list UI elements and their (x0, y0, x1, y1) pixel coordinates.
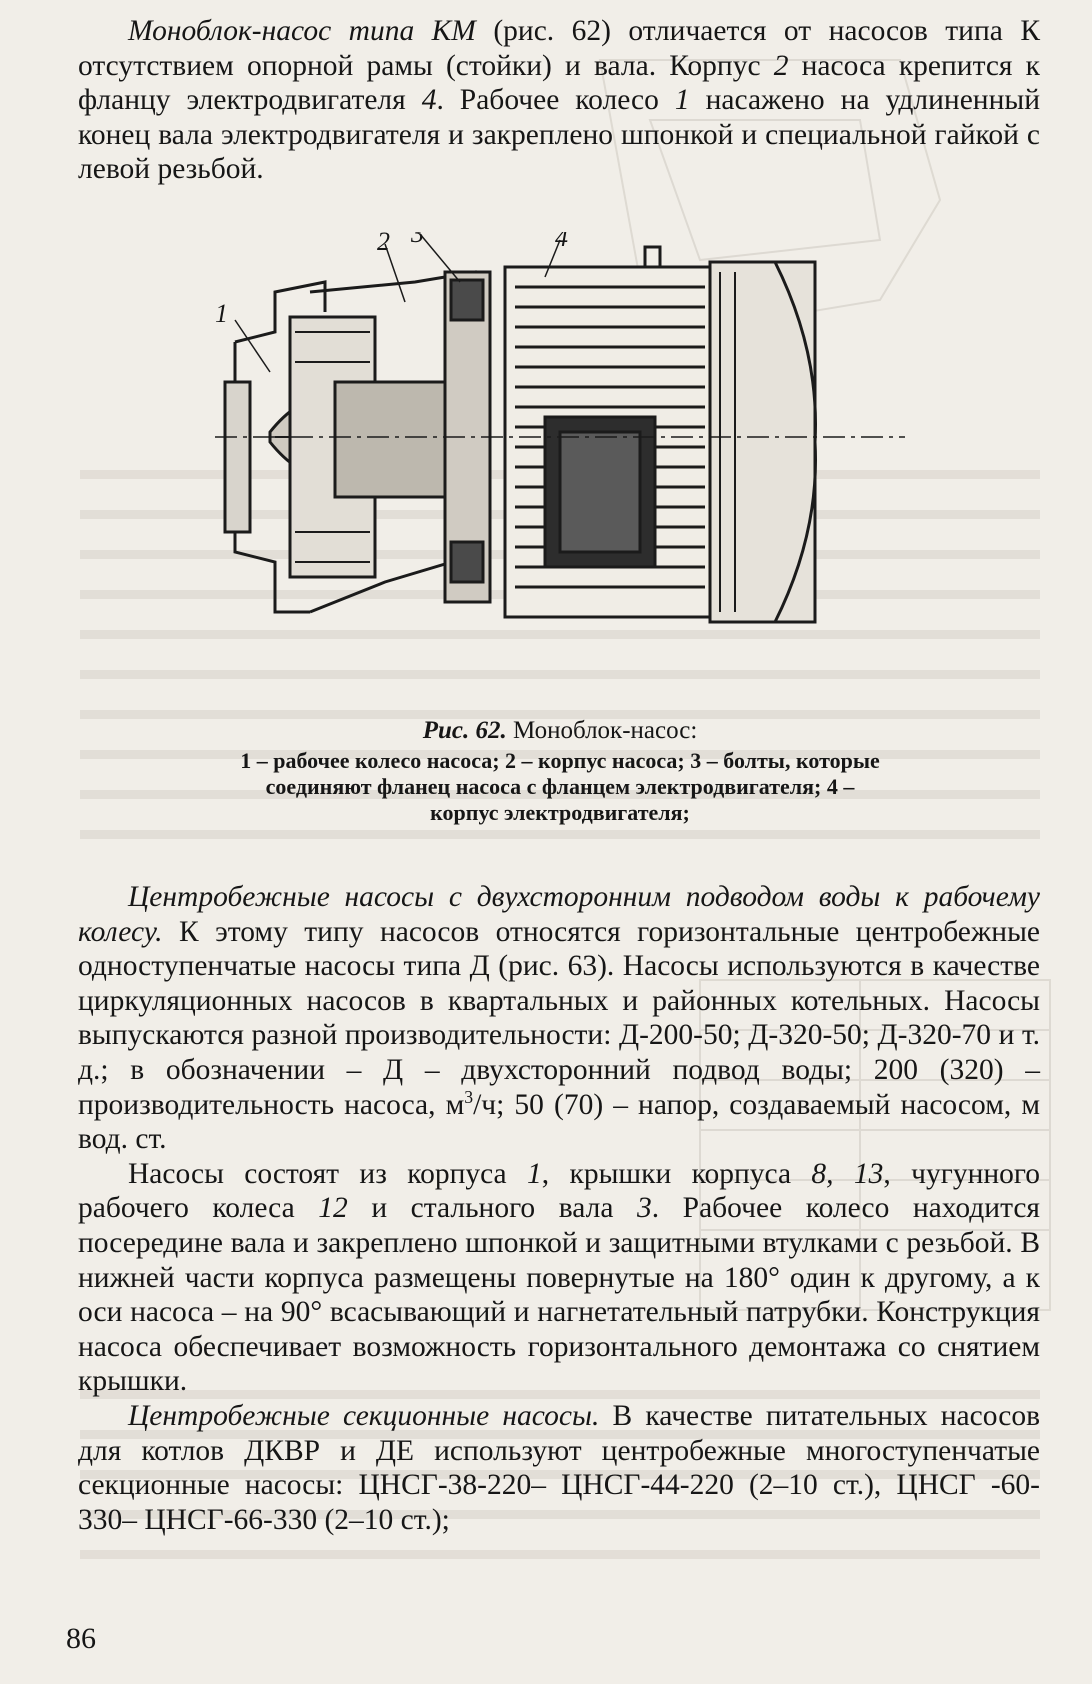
pump-drawing (215, 232, 905, 662)
callout-2: 2 (377, 232, 390, 256)
italic-lead: Центробежные насосы с двухсторонним подводом воды к рабочему колесу. (78, 881, 1040, 948)
italic-lead: Моноблок-насос типа КМ (128, 15, 476, 47)
figure-caption (230, 716, 890, 826)
caption-legend: 1 – рабочее колесо насоса; 2 – корпус насоса; 3 – болты, которые соединяют фланец насоса с фланцем электродвигателя; 4 – корпус электродвигателя; (240, 748, 880, 825)
callout-4: 4 (555, 232, 568, 252)
italic-lead: Центробежные секционные насосы. (128, 1399, 600, 1432)
caption-title: Рис. 62. Моноблок-насос: (422, 717, 698, 744)
paragraph-3: Насосы состоят из корпуса 1, крышки корпуса 8, 13, чугунного рабочего колеса 12 и стального вала 3. Рабочее колесо находится посередине вала и закреплено шпонкой и защитными втулками с резьбой. В нижней части корпуса размещены повернутые на 180° один к другому, а к оси насоса – на 90° всасывающий и нагнетательный патрубки. Конструкция насоса обеспечивает возможность горизонтального демонтажа со снятием крышки. (78, 1157, 1041, 1398)
page-number: 86 (66, 1622, 96, 1655)
paragraph-intro-km (78, 14, 1040, 187)
figure-62-monoblock-pump (215, 232, 905, 662)
caption-label: Рис. 62. (422, 717, 507, 744)
callout-1: 1 (215, 299, 228, 328)
callout-3: 3 (411, 232, 424, 248)
main-text (78, 880, 1040, 1537)
paragraph-1: Моноблок-насос типа КМ (рис. 62) отличается от насосов типа К отсутствием опорной рамы (стойки) и вала. Корпус 2 насоса крепится к фланцу электродвигателя 4. Рабочее колесо 1 насажено на удлиненный конец вала электродвигателя и закреплено шпонкой и специальной гайкой с левой резьбой. (78, 15, 1041, 186)
paragraph-4: Центробежные секционные насосы. В качестве питательных насосов для котлов ДКВР и ДЕ используют центробежные многоступенчатые секционные насосы: ЦНСГ-38-220– ЦНСГ-44-220 (2–10 ст.), ЦНСГ -60-330– ЦНСГ-66-330 (2–10 ст.); (78, 1399, 1040, 1536)
paragraph-2: Центробежные насосы с двухсторонним подводом воды к рабочему колесу. К этому типу насосов относятся горизонтальные центробежные одноступенчатые насосы типа Д (рис. 63). Насосы используются в качестве циркуляционных насосов в квартальных и районных котельных. Насосы выпускаются разной производительности: Д-200-50; Д-320-50; Д-320-70 и т. д.; в обозначении – Д – двухсторонний подвод воды; 200 (320) – производительность насоса, $м^3/ч$; 50 (70) – напор, создаваемый насосом, м вод. ст. (78, 881, 1040, 1156)
